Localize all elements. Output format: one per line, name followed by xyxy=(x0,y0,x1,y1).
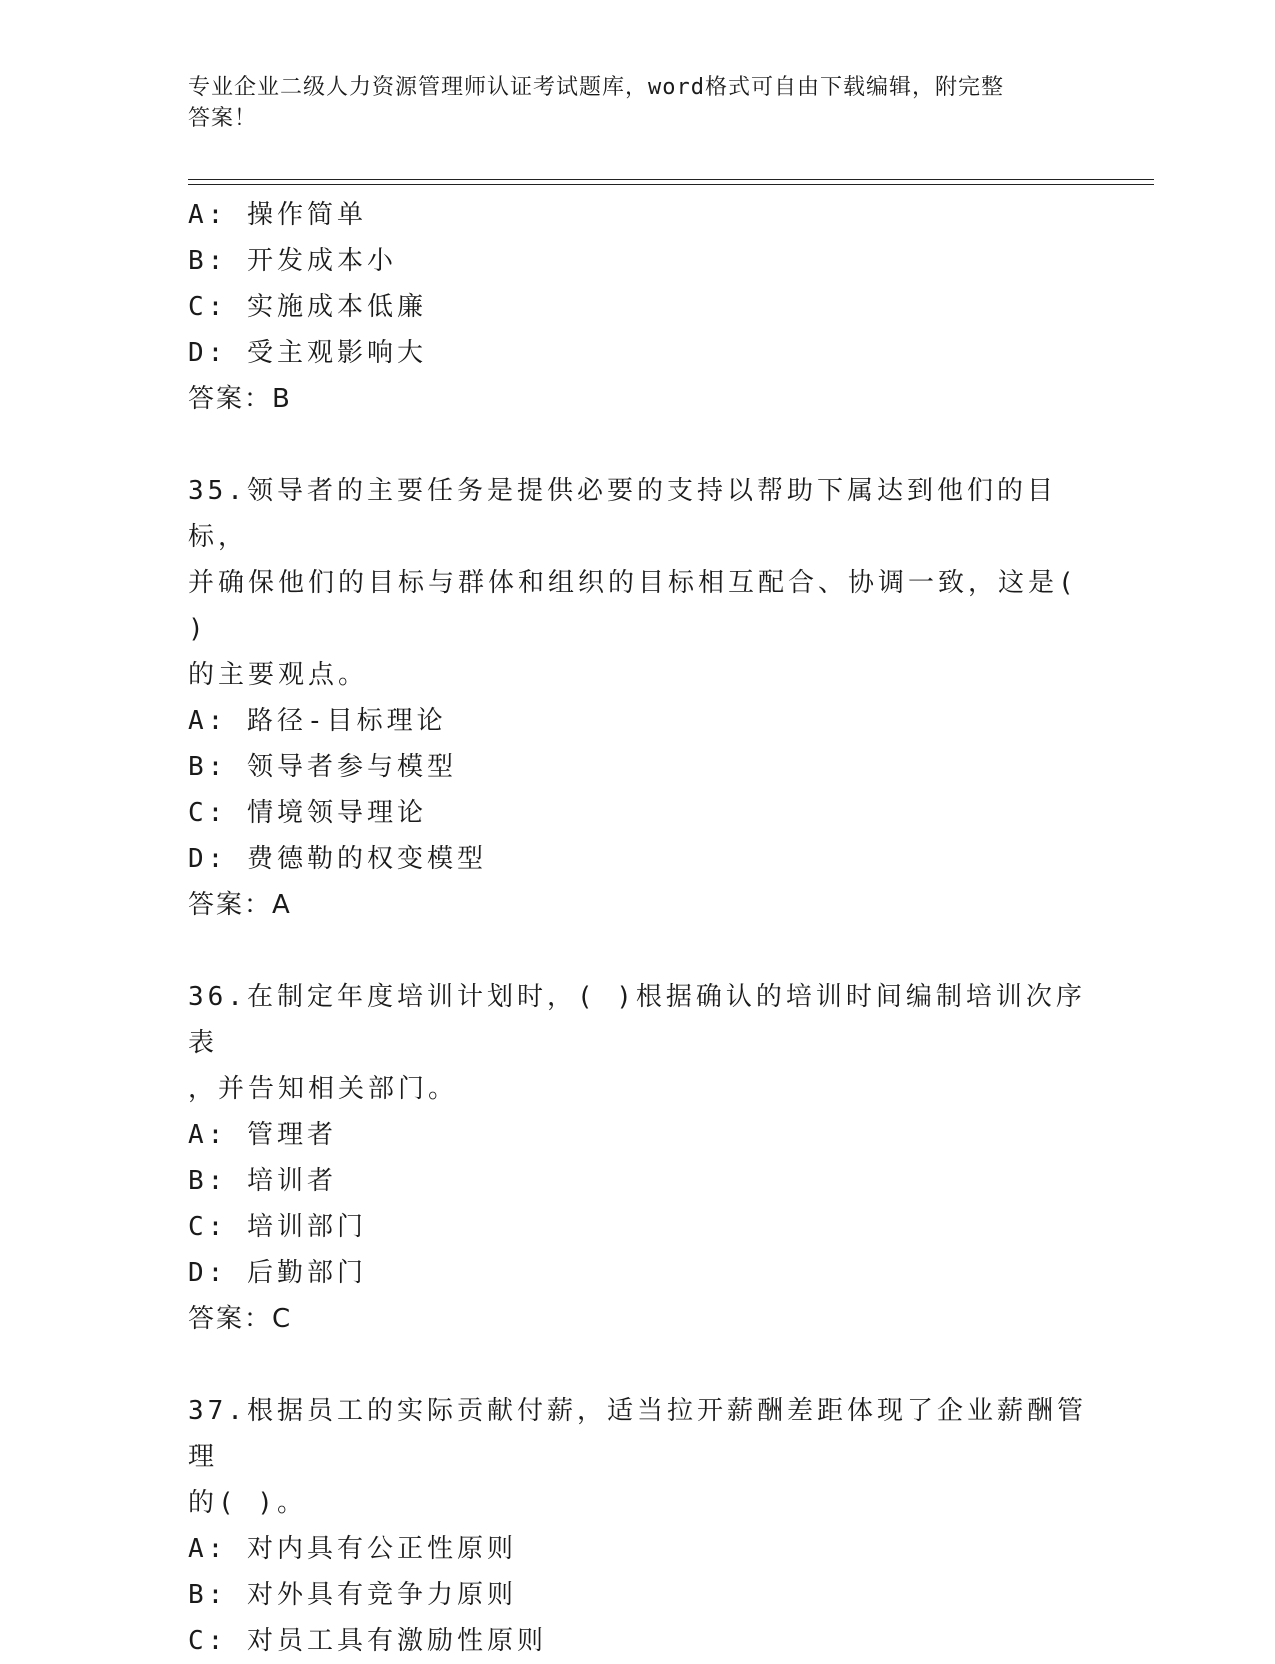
option-d: D: 后勤部门 xyxy=(188,1258,367,1288)
question-text-line: 36.在制定年度培训计划时，( )根据确认的培训时间编制培训次序表 xyxy=(188,982,1086,1058)
document-header xyxy=(188,72,1068,134)
header-rule-bottom xyxy=(188,184,1154,185)
question-text-line: 并确保他们的目标与群体和组织的目标相互配合、协调一致，这是( ) xyxy=(188,568,1078,644)
header-line-1: 专业企业二级人力资源管理师认证考试题库，word格式可自由下载编辑，附完整 xyxy=(188,75,1004,100)
option-a: A: 操作简单 xyxy=(188,200,367,230)
option-c: C: 培训部门 xyxy=(188,1212,367,1242)
answer-line: 答案：A xyxy=(188,890,292,920)
question-list xyxy=(188,192,1088,1664)
answer-line: 答案：B xyxy=(188,384,292,414)
option-c: C: 实施成本低廉 xyxy=(188,292,427,322)
answer-line: 答案：C xyxy=(188,1304,293,1334)
option-a: A: 管理者 xyxy=(188,1120,337,1150)
option-b: B: 对外具有竞争力原则 xyxy=(188,1580,517,1610)
question-text-line: 37.根据员工的实际贡献付薪，适当拉开薪酬差距体现了企业薪酬管理 xyxy=(188,1396,1087,1472)
question-text-line: 的主要观点。 xyxy=(188,660,369,690)
option-b: B: 领导者参与模型 xyxy=(188,752,457,782)
question-35-block xyxy=(188,468,1088,928)
option-d: D: 费德勒的权变模型 xyxy=(188,844,487,874)
header-line-2: 答案！ xyxy=(188,106,258,131)
header-rule-top xyxy=(188,179,1154,180)
option-b: B: 培训者 xyxy=(188,1166,337,1196)
question-text-line: 35.领导者的主要任务是提供必要的支持以帮助下属达到他们的目标， xyxy=(188,476,1057,552)
option-c: C: 对员工具有激励性原则 xyxy=(188,1626,547,1656)
option-c: C: 情境领导理论 xyxy=(188,798,427,828)
question-text-line: 的( )。 xyxy=(188,1488,307,1518)
question-34-block xyxy=(188,192,1088,422)
question-36-block xyxy=(188,974,1088,1342)
question-text-line: ，并告知相关部门。 xyxy=(188,1074,459,1104)
option-a: A: 路径-目标理论 xyxy=(188,706,447,736)
option-a: A: 对内具有公正性原则 xyxy=(188,1534,517,1564)
option-b: B: 开发成本小 xyxy=(188,246,397,276)
option-d: D: 受主观影响大 xyxy=(188,338,427,368)
question-37-block xyxy=(188,1388,1088,1664)
